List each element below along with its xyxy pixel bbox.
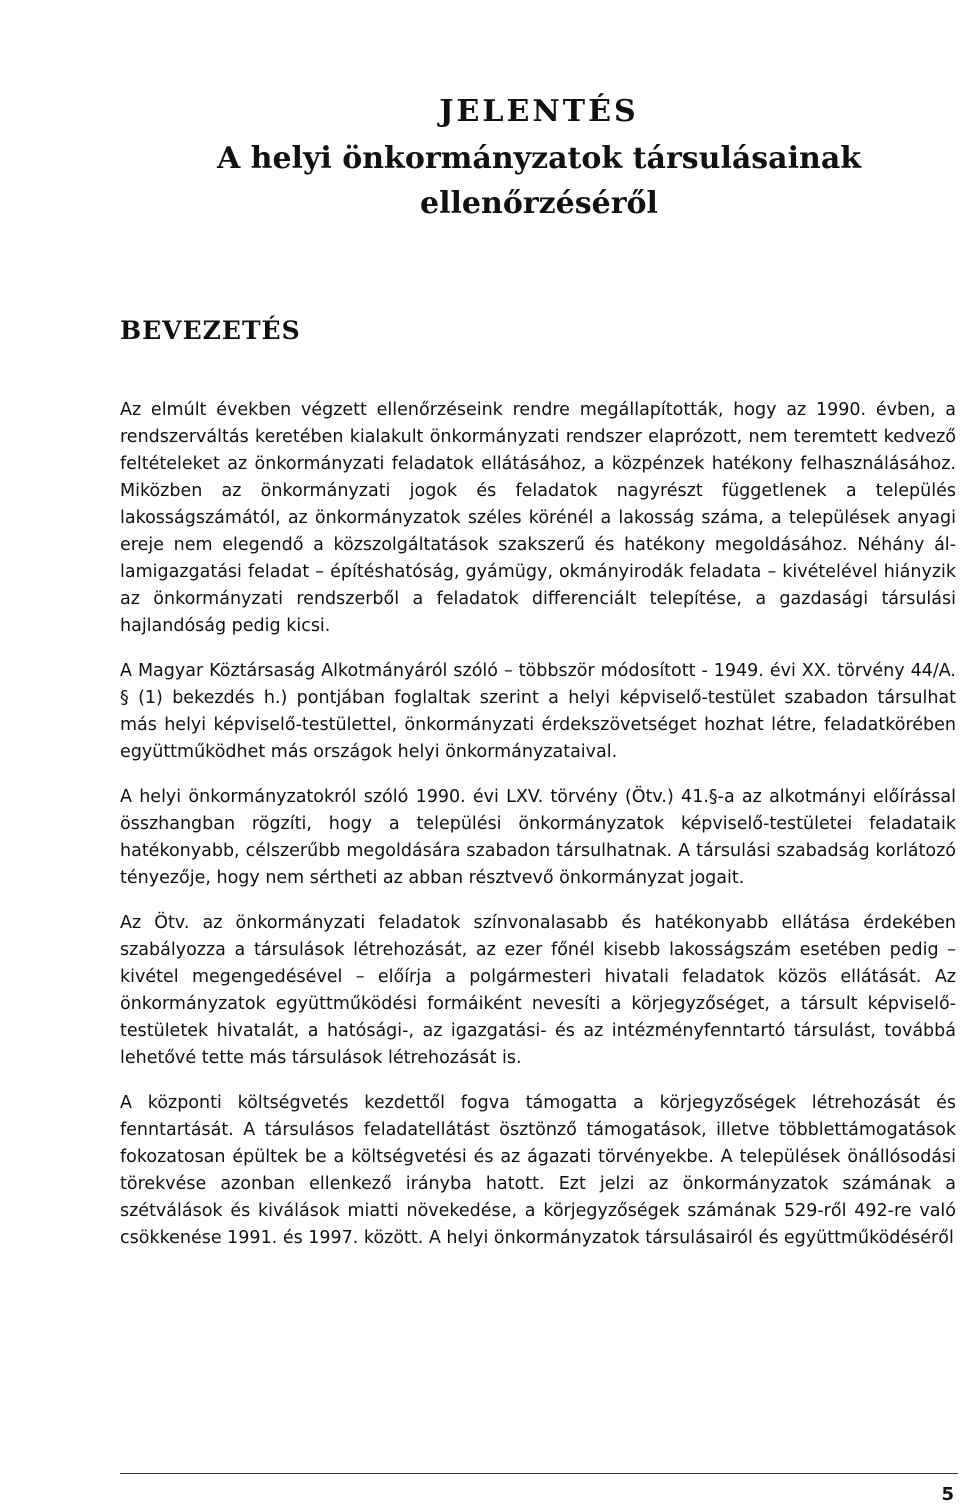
document-title-line-2: ellenőrzéséről bbox=[420, 186, 658, 221]
paragraph-2: A Magyar Köztársaság Alkotmányáról szóló – többször módosított - 1949. évi XX. törvény 44/A. § (1) bekezdés h.) pontjában foglaltak szerint a helyi képviselő-testület szabadon társulhat más helyi képviselő-testülettel, önkormányzati érdekszövetséget hozhat létre, feladatkörében együttműködhet más országok helyi önkormányzataival. bbox=[120, 661, 956, 762]
title-block bbox=[120, 92, 958, 226]
body-text bbox=[120, 397, 956, 1270]
paragraph-3: A helyi önkormányzatokról szóló 1990. évi LXV. törvény (Ötv.) 41.§-a az alkotmányi előírással összhangban rögzíti, hogy a települési önkormányzatok képviselő-testületei feladataik hatékonyabb, célszerűbb megoldására szabadon társulhatnak. A társulási szabadság korlátozó tényezője, hogy nem sértheti az abban résztvevő önkormányzat jogait. bbox=[120, 787, 956, 888]
page-number: 5 bbox=[941, 1484, 954, 1505]
paragraph-5: A központi költségvetés kezdettől fogva támogatta a körjegyzőségek létrehozását és fenntartását. A társulásos feladatellátást ösztönző támogatások, illetve többlettámogatások fokozatosan épültek be a költségvetési és az ágazati törvényekbe. A települések önállósodási törekvése azonban ellenkező irányba hatott. Ezt jelzi az önkormányzatok számának a szétválások és kiválások miatti növekedése, a körjegyzőségek számának 529-ről 492-re való csökkenése 1991. és 1997. között. A helyi önkormányzatok társulásairól és együttműködéséről bbox=[120, 1093, 956, 1248]
paragraph-1: Az elmúlt években végzett ellenőrzéseink rendre megállapították, hogy az 1990. évben, a rendszerváltás keretében kialakult önkormányzati rendszer elaprózott, nem teremtett kedvező feltételeket az önkormányzati feladatok ellátásához, a közpénzek hatékony felhasználásához. Miközben az önkormányzati jogok és feladatok nagyrészt függetlenek a település lakosságszámától, az önkormányzatok széles körénél a lakosság száma, a települések anyagi ereje nem elegendő a közszolgáltatások szakszerű és hatékony megoldásához. Néhány államigazgatási feladat – építéshatóság, gyámügy, okmányirodák feladata – kivételével hiányzik az önkormányzati rendszerből a feladatok differenciált telepítése, a gazdasági társulási hajlandóság pedig kicsi. bbox=[120, 400, 956, 636]
paragraph-4: Az Ötv. az önkormányzati feladatok színvonalasabb és hatékonyabb ellátása érdekében szabályozza a társulások létrehozását, az ezer főnél kisebb lakosságszám esetében pedig – kivétel megengedésével – előírja a polgármesteri hivatali feladatok közös ellátását. Az önkormányzatok együttműködési formáiként nevesíti a körjegyzőséget, a társult képviselő-testületek hivatalát, a hatósági-, az igazgatási- és az intézményfenntartó társulást, továbbá lehetővé tette más társulások létrehozását is. bbox=[120, 913, 956, 1068]
section-heading: BEVEZETÉS bbox=[120, 316, 301, 345]
document-title-line-1: A helyi önkormányzatok társulásainak bbox=[216, 141, 862, 176]
document-title bbox=[120, 136, 958, 226]
footer-divider bbox=[120, 1473, 958, 1474]
document-type-heading: JELENTÉS bbox=[439, 94, 639, 129]
